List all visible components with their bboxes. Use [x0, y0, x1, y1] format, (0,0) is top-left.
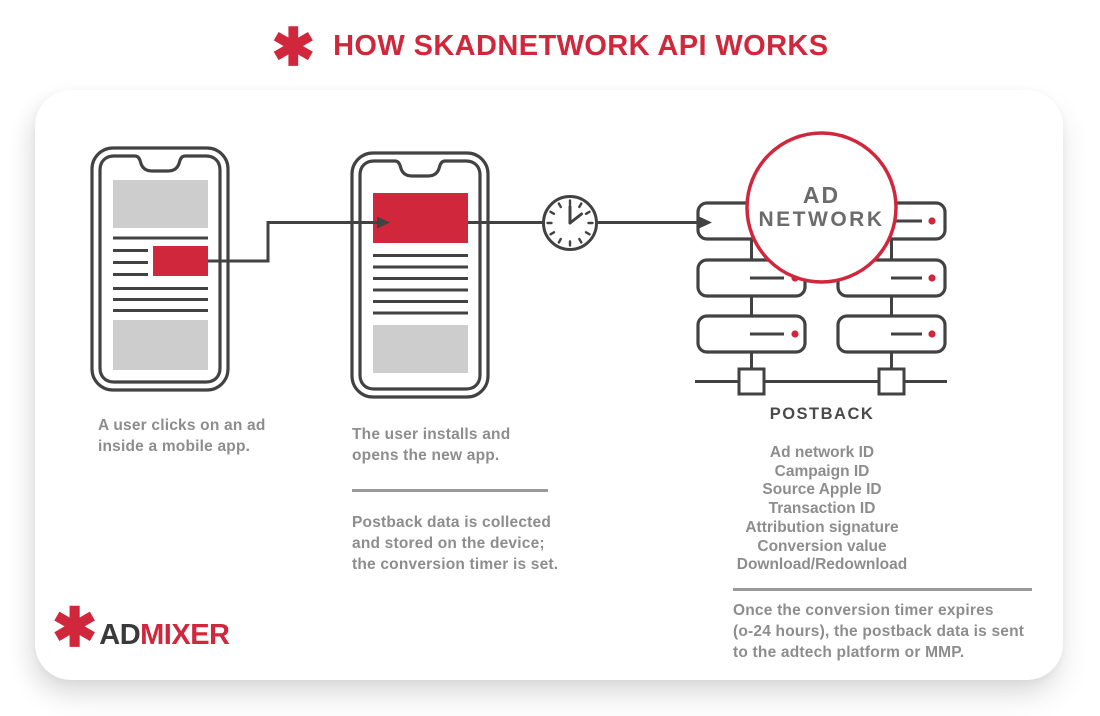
- note-line: and stored on the device;: [352, 535, 545, 552]
- note-line: to the adtech platform or MMP.: [733, 644, 965, 661]
- step2-note: [352, 512, 558, 575]
- caption-line: opens the new app.: [352, 447, 500, 464]
- phone-icon: [352, 153, 488, 397]
- note-line: (o-24 hours), the postback data is sent: [733, 623, 1025, 640]
- postback-field: Download/Redownload: [736, 556, 908, 574]
- postback-field: Source Apple ID: [762, 481, 882, 499]
- note-line: Postback data is collected: [352, 514, 552, 531]
- note-line: the conversion timer is set.: [352, 556, 559, 573]
- postback-note: [733, 600, 1024, 663]
- page-title-text: HOW SKADNETWORK API WORKS: [333, 29, 829, 62]
- caption-line: The user installs and: [352, 426, 511, 443]
- divider: [352, 489, 548, 492]
- ad-banner-small: [153, 246, 208, 276]
- ad-network-line2: NETWORK: [758, 208, 885, 231]
- title-asterisk-icon: ✱: [271, 19, 316, 77]
- step1-caption: [98, 415, 266, 457]
- step2-caption: [352, 424, 510, 466]
- postback-heading: POSTBACK: [769, 405, 875, 423]
- postback-field: Campaign ID: [774, 462, 870, 480]
- ad-network-label: [741, 183, 902, 231]
- phone-icon: [92, 148, 228, 390]
- logo-asterisk-icon: ✱: [52, 598, 98, 658]
- note-line: Once the conversion timer expires: [733, 602, 994, 619]
- caption-line: inside a mobile app.: [98, 438, 251, 455]
- divider: [733, 588, 1032, 591]
- ad-network-line1: AD: [802, 182, 841, 208]
- ad-banner-large: [373, 193, 468, 243]
- logo-text-mixer: MIXER: [140, 619, 230, 651]
- postback-field: Ad network ID: [769, 444, 875, 461]
- clock-icon: [544, 197, 597, 250]
- admixer-logo: [52, 598, 230, 658]
- postback-field: Transaction ID: [768, 500, 876, 518]
- postback-field: Conversion value: [757, 537, 887, 555]
- postback-field: Attribution signature: [745, 518, 899, 536]
- caption-line: A user clicks on an ad: [98, 417, 266, 434]
- postback-field-list: [672, 444, 972, 575]
- logo-text-ad: AD: [99, 619, 141, 651]
